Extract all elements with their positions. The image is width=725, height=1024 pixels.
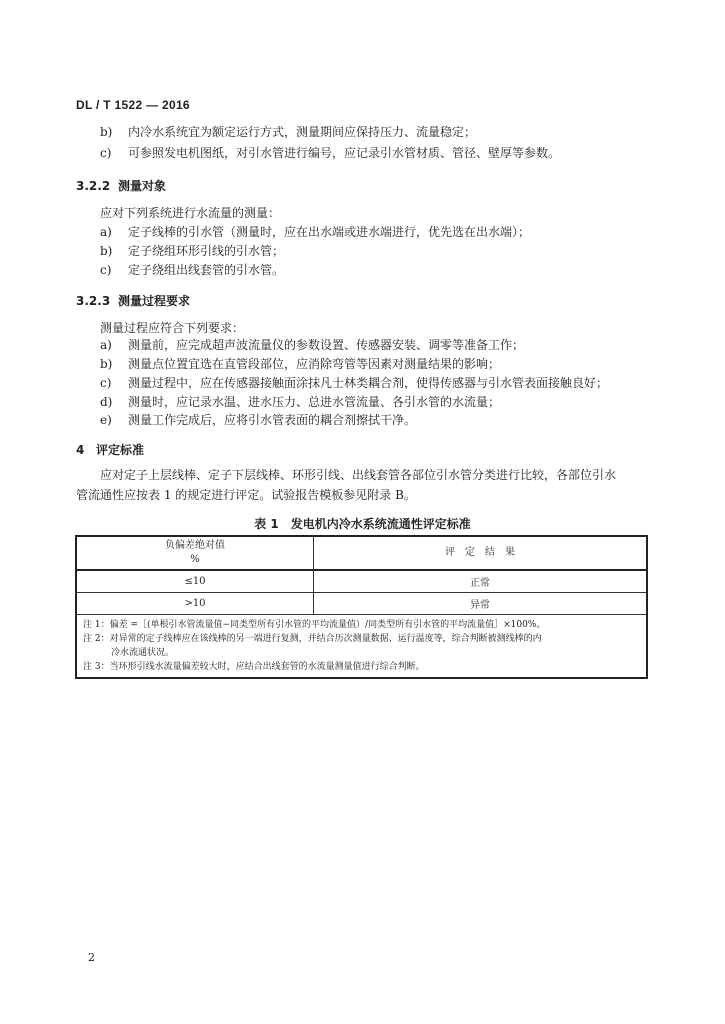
list-item	[100, 337, 524, 353]
header-unit: %	[190, 554, 200, 565]
standard-code-header: DL / T 1522 — 2016	[76, 98, 190, 112]
section-title: 测量对象	[118, 179, 167, 193]
list-item-label: c)	[100, 263, 112, 277]
list-item-label: a)	[100, 338, 112, 352]
section-lead: 应对下列系统进行水流量的测量：	[100, 206, 281, 220]
list-item-text: 定子线棒的引水管（测量时，应在出水端或进水端进行，优先选在出水端）；	[128, 225, 531, 239]
list-item-label: b)	[100, 244, 113, 258]
table-note: 注 1：偏差 =［(单根引水管流量值−同类型所有引水管的平均流量值）/同类型所有引水管的平均流量值］×100%。	[83, 620, 546, 630]
section-number: 3.2.3	[76, 294, 111, 308]
table-header-cell: 评 定 结 果	[314, 536, 648, 570]
section-heading	[76, 177, 166, 194]
page-number: 2	[88, 951, 95, 964]
table-note: 冷水流通状况。	[111, 648, 175, 658]
table-row	[76, 570, 647, 593]
table-row	[76, 593, 647, 615]
list-item	[100, 145, 560, 161]
list-item-text: 测量点位置宜选在直管段部位，应消除弯管等因素对测量结果的影响；	[128, 357, 501, 371]
list-item-label: e)	[100, 413, 112, 427]
list-item-label: c)	[100, 146, 112, 160]
list-item	[100, 394, 500, 410]
section-heading	[76, 292, 190, 309]
list-item	[100, 375, 608, 391]
table-header-cell	[76, 536, 314, 570]
section-lead: 测量过程应符合下列要求：	[100, 321, 245, 335]
list-item-label: b)	[100, 125, 113, 139]
list-item-text: 测量时，应记录水温、进水压力、总进水管流量、各引水管的水流量；	[128, 395, 501, 409]
table-cell: ≤10	[76, 570, 314, 593]
list-item-label: d)	[100, 395, 113, 409]
evaluation-table	[75, 535, 648, 679]
list-item-text: 定子绕组环形引线的引水管；	[128, 244, 285, 258]
list-item	[100, 224, 530, 240]
list-item-text: 测量前，应完成超声波流量仪的参数设置、传感器安装、调零等准备工作；	[128, 338, 525, 352]
section-title: 测量过程要求	[118, 294, 191, 308]
list-item-text: 测量过程中，应在传感器接触面涂抹凡士林类耦合剂，使得传感器与引水管表面接触良好；	[128, 376, 609, 390]
table-notes	[76, 615, 647, 679]
list-item-label: c)	[100, 376, 112, 390]
section-number: 3.2.2	[76, 179, 111, 193]
list-item	[100, 124, 476, 140]
list-item-label: b)	[100, 357, 113, 371]
table-notes-row	[76, 615, 647, 679]
table-cell: >10	[76, 593, 314, 615]
section-heading	[76, 441, 144, 458]
list-item	[100, 243, 284, 259]
list-item-label: a)	[100, 225, 112, 239]
list-item-text: 测量工作完成后，应将引水管表面的耦合剂擦拭干净。	[128, 413, 417, 427]
section-number: 4	[76, 443, 85, 457]
header-line: 负偏差绝对值	[165, 540, 225, 551]
list-item-text: 可参照发电机图纸，对引水管进行编号，应记录引水管材质、管径、壁厚等参数。	[128, 146, 561, 160]
list-item	[100, 262, 284, 278]
table-cell: 正常	[314, 570, 648, 593]
table-note: 注 3：当环形引线水流量偏差较大时，应结合出线套管的水流量测量值进行综合判断。	[83, 662, 425, 672]
table-cell: 异常	[314, 593, 648, 615]
list-item	[100, 412, 416, 428]
paragraph-line: 应对定子上层线棒、定子下层线棒、环形引线、出线套管各部位引水管分类进行比较，各部位引水	[100, 468, 617, 482]
table-note: 注 2：对异常的定子线棒应在该线棒的另一端进行复测，并结合历次测量数据、运行温度等，综合判断被测线棒的内	[83, 634, 542, 644]
list-item-text: 定子绕组出线套管的引水管。	[128, 263, 285, 277]
paragraph-line: 管流通性应按表 1 的规定进行评定。试验报告模板参见附录 B。	[76, 488, 416, 502]
list-item-text: 内冷水系统宜为额定运行方式，测量期间应保持压力、流量稳定；	[128, 125, 477, 139]
table-caption: 表 1 发电机内冷水系统流通性评定标准	[254, 517, 471, 531]
list-item	[100, 356, 500, 372]
section-title: 评定标准	[96, 443, 145, 457]
